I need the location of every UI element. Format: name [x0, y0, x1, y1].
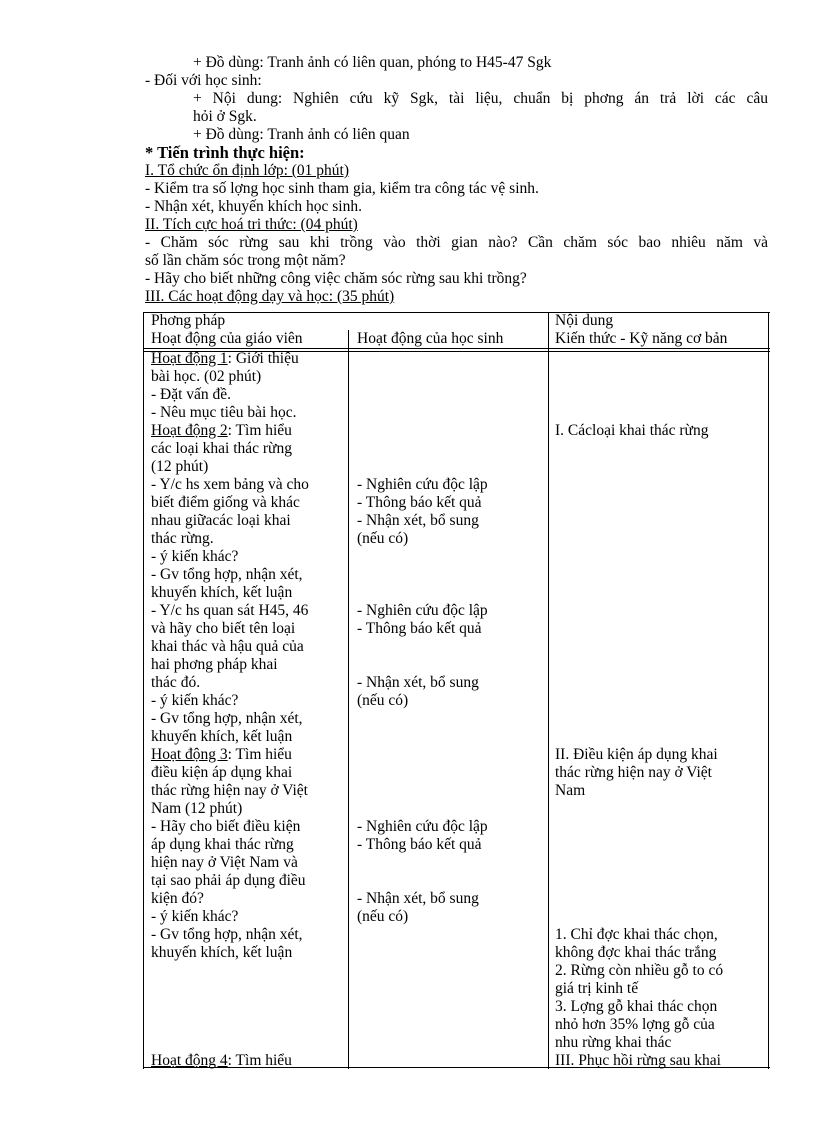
teacher-line: - Y/c hs xem bảng và cho	[151, 476, 309, 493]
teacher-line: nhau giữacác loại khai	[151, 512, 291, 529]
content-line: I. Cácloại khai thác rừng	[555, 422, 709, 439]
teacher-line: bài học. (02 phút)	[151, 368, 262, 385]
activity-1-label: Hoạt động 1	[151, 350, 228, 367]
activity-3-rest: : Tìm hiểu	[227, 746, 292, 763]
teacher-line: biết điểm giống và khác	[151, 494, 300, 511]
activity-4-label: Hoạt động 4	[151, 1052, 228, 1069]
header-student: Hoạt động của học sinh	[357, 330, 504, 347]
teacher-line: thác đó.	[151, 674, 201, 691]
student-line: - Nghiên cứu độc lập	[357, 476, 488, 493]
content-line: nhỏ hơn 35% lợng gỗ của	[555, 1016, 715, 1033]
section-2-title: II. Tích cực hoá tri thức: (04 phút)	[145, 216, 358, 233]
student-line: - Nghiên cứu độc lập	[357, 602, 488, 619]
teacher-line: thác rừng hiện nay ở Việt	[151, 782, 308, 799]
teacher-line: tại sao phải áp dụng điều	[151, 872, 306, 889]
teacher-line: (12 phút)	[151, 458, 209, 475]
student-line: (nếu có)	[357, 908, 409, 925]
section-2-question-1-line-1: - Chăm sóc rừng sau khi trồng vào thời gian nào? Cần chăm sóc bao nhiêu năm và	[145, 234, 768, 251]
teacher-line: - Gv tổng hợp, nhận xét,	[151, 710, 303, 727]
teacher-line: áp dụng khai thác rừng	[151, 836, 294, 853]
teacher-line: hai phơng pháp khai	[151, 656, 278, 673]
section-1-line-2: - Nhận xét, khuyến khích học sinh.	[145, 198, 362, 215]
student-line: (nếu có)	[357, 692, 409, 709]
activity-4-rest: : Tìm hiểu	[227, 1052, 292, 1069]
section-3-title: III. Các hoạt động dạy và học: (35 phút)	[145, 288, 395, 305]
teacher-line: Nam (12 phút)	[151, 800, 243, 817]
content-line: nhu rừng khai thác	[555, 1034, 672, 1051]
process-heading: * Tiến trình thực hiện:	[145, 143, 305, 162]
student-heading: - Đối với học sinh:	[145, 72, 262, 89]
student-content-line-2: hỏi ở Sgk.	[193, 108, 257, 125]
header-method: Phơng pháp	[151, 312, 226, 329]
table-border-top	[143, 312, 770, 313]
content-line: 3. Lợng gỗ khai thác chọn	[555, 998, 718, 1015]
content-line: Nam	[555, 782, 586, 799]
teacher-line: - ý kiến khác?	[151, 692, 239, 709]
teacher-line: các loại khai thác rừng	[151, 440, 292, 457]
activities-table	[143, 312, 770, 1069]
student-line: - Thông báo kết quả	[357, 836, 482, 853]
content-line: giá trị kinh tế	[555, 980, 639, 997]
content-line: III. Phục hồi rừng sau khai	[555, 1052, 721, 1069]
teacher-line: thác rừng.	[151, 530, 214, 547]
teacher-line: và hãy cho biết tên loại	[151, 620, 296, 637]
teacher-line: khai thác và hậu quả của	[151, 638, 304, 655]
table-border-right	[768, 312, 769, 1069]
teacher-tools-line: + Đồ dùng: Tranh ảnh có liên quan, phóng to H45-47 Sgk	[193, 54, 552, 71]
student-line: - Nghiên cứu độc lập	[357, 818, 488, 835]
table-divider-content	[548, 312, 549, 1069]
content-line: 2. Rừng còn nhiều gỗ to có	[555, 962, 724, 979]
header-teacher: Hoạt động của giáo viên	[151, 330, 303, 347]
section-2-question-2: - Hãy cho biết những công việc chăm sóc rừng sau khi trồng?	[145, 270, 527, 287]
activity-3-label: Hoạt động 3	[151, 746, 228, 763]
student-tools-line: + Đồ dùng: Tranh ảnh có liên quan	[193, 126, 410, 143]
content-line: 1. Chỉ đợc khai thác chọn,	[555, 926, 718, 943]
activity-2-label: Hoạt động 2	[151, 422, 228, 439]
teacher-line: kiện đó?	[151, 890, 204, 907]
teacher-line: - Hãy cho biết điều kiện	[151, 818, 301, 835]
student-line: - Nhận xét, bổ sung	[357, 512, 479, 529]
activity-2-rest: : Tìm hiểu	[227, 422, 292, 439]
student-line: (nếu có)	[357, 530, 409, 547]
teacher-line: - Đặt vấn đề.	[151, 386, 232, 403]
teacher-activity-1-title	[151, 350, 299, 368]
teacher-line: - Gv tổng hợp, nhận xét,	[151, 566, 303, 583]
teacher-line: điều kiện áp dụng khai	[151, 764, 293, 781]
content-line: II. Điều kiện áp dụng khai	[555, 746, 718, 763]
header-content-sub: Kiến thức - Kỹ năng cơ bản	[555, 330, 728, 347]
teacher-activity-2-title	[151, 422, 292, 440]
section-2-question-1-line-2: số lần chăm sóc trong một năm?	[145, 252, 346, 269]
teacher-line: khuyến khích, kết luận	[151, 944, 293, 961]
teacher-line: - ý kiến khác?	[151, 908, 239, 925]
table-header-bottom	[143, 348, 770, 349]
teacher-line: - Nêu mục tiêu bài học.	[151, 404, 297, 421]
student-line: - Nhận xét, bổ sung	[357, 890, 479, 907]
content-line: thác rừng hiện nay ở Việt	[555, 764, 712, 781]
student-content-line-1: + Nội dung: Nghiên cứu kỹ Sgk, tài liệu, chuẩn bị phơng án trả lời các câu	[193, 90, 768, 107]
teacher-line: khuyến khích, kết luận	[151, 728, 293, 745]
section-1-title: I. Tổ chức ổn định lớp: (01 phút)	[145, 162, 350, 179]
teacher-line: khuyến khích, kết luận	[151, 584, 293, 601]
student-line: - Thông báo kết quả	[357, 494, 482, 511]
student-line: - Nhận xét, bổ sung	[357, 674, 479, 691]
teacher-line: - Y/c hs quan sát H45, 46	[151, 602, 309, 619]
table-border-left	[143, 312, 144, 1069]
teacher-line: - ý kiến khác?	[151, 548, 239, 565]
section-1-line-1: - Kiểm tra số lợng học sinh tham gia, kiểm tra công tác vệ sinh.	[145, 180, 539, 197]
teacher-activity-4-title	[151, 1052, 292, 1070]
teacher-line: hiện nay ở Việt Nam và	[151, 854, 298, 871]
teacher-line: - Gv tổng hợp, nhận xét,	[151, 926, 303, 943]
header-content: Nội dung	[555, 312, 614, 329]
table-divider-teacher-student	[348, 330, 349, 1069]
student-line: - Thông báo kết quả	[357, 620, 482, 637]
activity-1-rest: : Giới thiệu	[227, 350, 299, 367]
content-line: không đợc khai thác trắng	[555, 944, 717, 961]
teacher-activity-3-title	[151, 746, 292, 764]
